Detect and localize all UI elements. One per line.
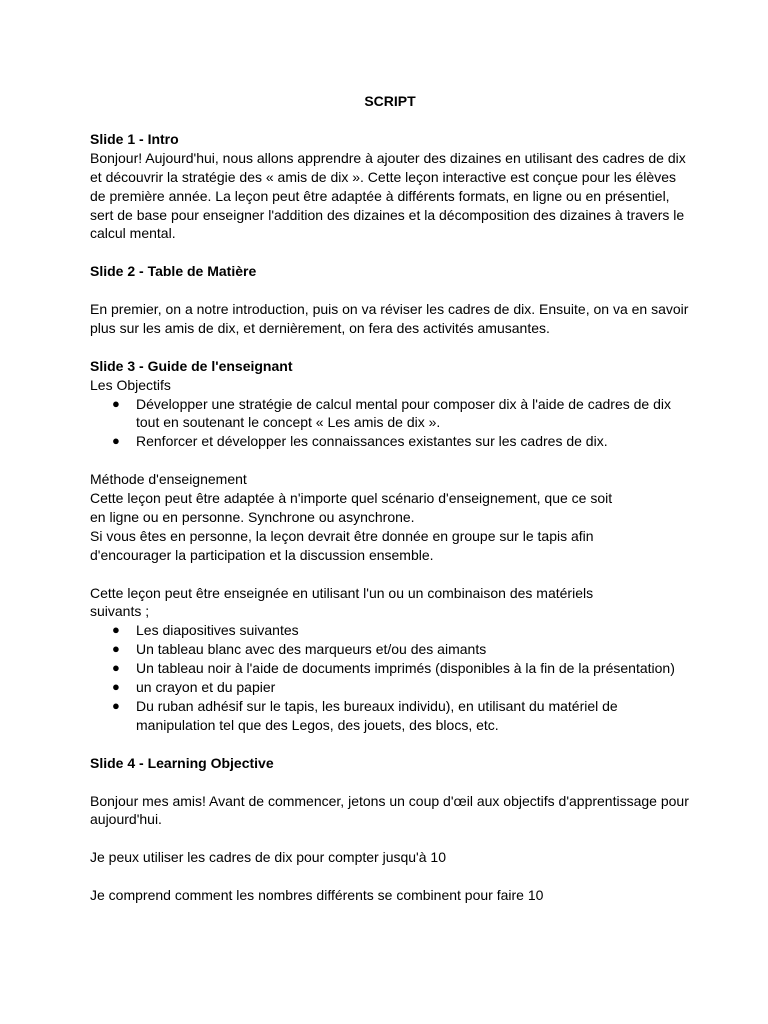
list-item-text: Développer une stratégie de calcul mental pour composer dix à l'aide de cadres de dix tout en soutenant le concept « Les amis de dix ». [136, 395, 671, 431]
list-item-text: un crayon et du papier [136, 679, 276, 696]
spacer [90, 829, 690, 848]
list-item-text: Du ruban adhésif sur le tapis, les bureaux individu), en utilisant du matériel de manipulation tel que des Legos, des jouets, des blocs, etc. [136, 698, 618, 733]
slide1-body: Bonjour! Aujourd'hui, nous allons apprendre à ajouter des dizaines en utilisant des cadres de dix et découvrir la stratégie des « amis de dix ». Cette leçon interactive est conçue pour les élèves de première année. La leçon peut être adaptée à différents formats, en ligne ou en présentiel, sert de base pour enseigner l'addition des dizaines et la décomposition des dizaines à travers le calcul mental. [90, 149, 686, 242]
slide2-body: En premier, on a notre introduction, puis on va réviser les cadres de dix. Ensuite, on va en savoir plus sur les amis de dix, et dernièrement, on fera des activités amusantes. [90, 301, 689, 336]
slide4-heading: Slide 4 - Learning Objective [90, 754, 274, 771]
list-item [90, 621, 690, 640]
objectives-label: Les Objectifs [90, 376, 171, 393]
list-item [90, 697, 690, 735]
slide4-objective-1: Je peux utiliser les cadres de dix pour compter jusqu'à 10 [90, 849, 446, 866]
spacer [90, 281, 690, 300]
list-item-text: Un tableau blanc avec des marqueurs et/ou des aimants [136, 641, 487, 658]
list-item [90, 432, 690, 451]
method-line: Si vous êtes en personne, la leçon devrait être donnée en groupe sur le tapis afin [90, 527, 594, 544]
bullet-icon: ● [112, 660, 120, 676]
spacer [90, 773, 690, 792]
materials-intro-line: Cette leçon peut être enseignée en utilisant l'un ou un combinaison des matériels [90, 584, 594, 601]
bullet-icon: ● [112, 698, 120, 714]
spacer [90, 565, 690, 584]
list-item-text: Renforcer et développer les connaissances existantes sur les cadres de dix. [136, 433, 608, 450]
list-item [90, 640, 690, 659]
document-title: SCRIPT [364, 93, 416, 109]
method-label: Méthode d'enseignement [90, 471, 247, 488]
list-item-text: Un tableau noir à l'aide de documents imprimés (disponibles à la fin de la présentation) [136, 660, 675, 677]
materials-intro-line: suivants ; [90, 603, 150, 620]
objectives-list [90, 395, 690, 452]
list-item [90, 678, 690, 697]
document-content [90, 92, 690, 905]
materials-list [90, 621, 690, 734]
spacer [90, 867, 690, 886]
bullet-icon: ● [112, 679, 120, 695]
spacer [90, 243, 690, 262]
slide3-heading: Slide 3 - Guide de l'enseignant [90, 357, 293, 374]
method-line: d'encourager la participation et la discussion ensemble. [90, 546, 434, 563]
slide4-intro: Bonjour mes amis! Avant de commencer, jetons un coup d'œil aux objectifs d'apprentissage pour aujourd'hui. [90, 792, 689, 828]
list-item-text: Les diapositives suivantes [136, 622, 299, 639]
bullet-icon: ● [112, 622, 120, 638]
bullet-icon: ● [112, 433, 120, 449]
slide4-objective-2: Je comprend comment les nombres différents se combinent pour faire 10 [90, 887, 544, 904]
list-item [90, 659, 690, 678]
spacer [90, 735, 690, 754]
list-item [90, 395, 690, 433]
spacer [90, 338, 690, 357]
spacer [90, 451, 690, 470]
slide2-heading: Slide 2 - Table de Matière [90, 263, 257, 280]
bullet-icon: ● [112, 641, 120, 657]
bullet-icon: ● [112, 395, 120, 411]
method-line: en ligne ou en personne. Synchrone ou asynchrone. [90, 508, 415, 525]
method-line: Cette leçon peut être adaptée à n'importe quel scénario d'enseignement, que ce soit [90, 490, 613, 507]
slide1-heading: Slide 1 - Intro [90, 130, 179, 147]
